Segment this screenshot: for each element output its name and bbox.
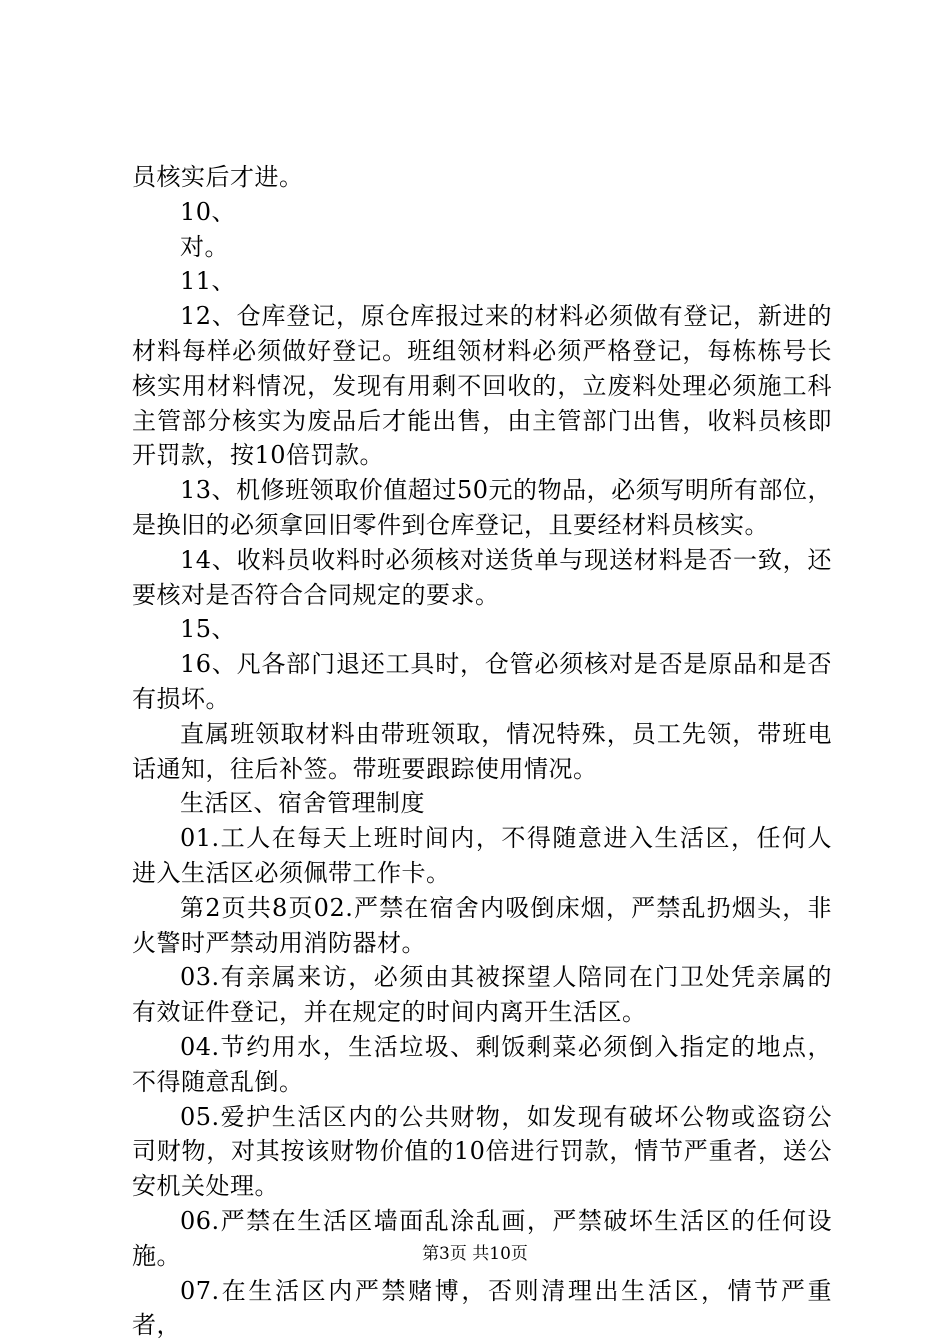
paragraph-rule-02: 第2页共8页02.严禁在宿舍内吸倒床烟，严禁乱扔烟头，非火警时严禁动用消防器材。 xyxy=(132,893,832,957)
paragraph-rule-06: 06.严禁在生活区墙面乱涂乱画，严禁破坏生活区的任何设施。 xyxy=(132,1206,832,1270)
document-body xyxy=(132,160,832,1343)
paragraph-item-11: 11、 xyxy=(180,267,237,296)
paragraph-item-13: 13、机修班领取价值超过50元的物品，必须写明所有部位，是换旧的必须拿回旧零件到仓库登记，且要经材料员核实。 xyxy=(132,476,832,539)
paragraph-direct-team: 直属班领取材料由带班领取，情况特殊，员工先领，带班电话通知，往后补签。带班要跟踪使用情况。 xyxy=(132,719,832,783)
paragraph-rule-04: 04.节约用水，生活垃圾、剩饭剩菜必须倒入指定的地点，不得随意乱倒。 xyxy=(132,1032,832,1096)
paragraph-item-10: 10、 xyxy=(180,197,237,226)
paragraph-item-15: 15、 xyxy=(180,615,237,644)
paragraph-rule-05: 05.爱护生活区内的公共财物，如发现有破坏公物或盗窃公司财物，对其按该财物价值的10倍进行罚款，情节严重者，送公安机关处理。 xyxy=(132,1102,832,1201)
paragraph-rule-03: 03.有亲属来访，必须由其被探望人陪同在门卫处凭亲属的有效证件登记，并在规定的时间内离开生活区。 xyxy=(132,963,832,1027)
paragraph-fragment: 对。 xyxy=(180,232,229,261)
paragraph-rule-01: 01.工人在每天上班时间内，不得随意进入生活区，任何人进入生活区必须佩带工作卡。 xyxy=(132,824,832,887)
section-heading: 生活区、宿舍管理制度 xyxy=(180,789,425,818)
paragraph-continuation: 员核实后才进。 xyxy=(132,163,304,191)
paragraph-rule-07: 07.在生活区内严禁赌博，否则清理出生活区，情节严重者， xyxy=(132,1276,832,1340)
page-number-label: 第3页 共10页 xyxy=(422,1244,528,1264)
page-footer xyxy=(0,1242,950,1266)
paragraph-item-14: 14、收料员收料时必须核对送货单与现送材料是否一致，还要核对是否符合合同规定的要求。 xyxy=(132,545,832,609)
paragraph-item-16: 16、凡各部门退还工具时，仓管必须核对是否是原品和是否有损坏。 xyxy=(132,650,832,713)
paragraph-item-12: 12、仓库登记，原仓库报过来的材料必须做有登记，新进的材料每样必须做好登记。班组领材料必须严格登记，每栋栋号长核实用材料情况，发现有用剩不回收的，立废料处理必须施工科主管部分核实为废品后才能出售，由主管部门出售，收料员核即开罚款，按10倍罚款。 xyxy=(132,302,832,470)
